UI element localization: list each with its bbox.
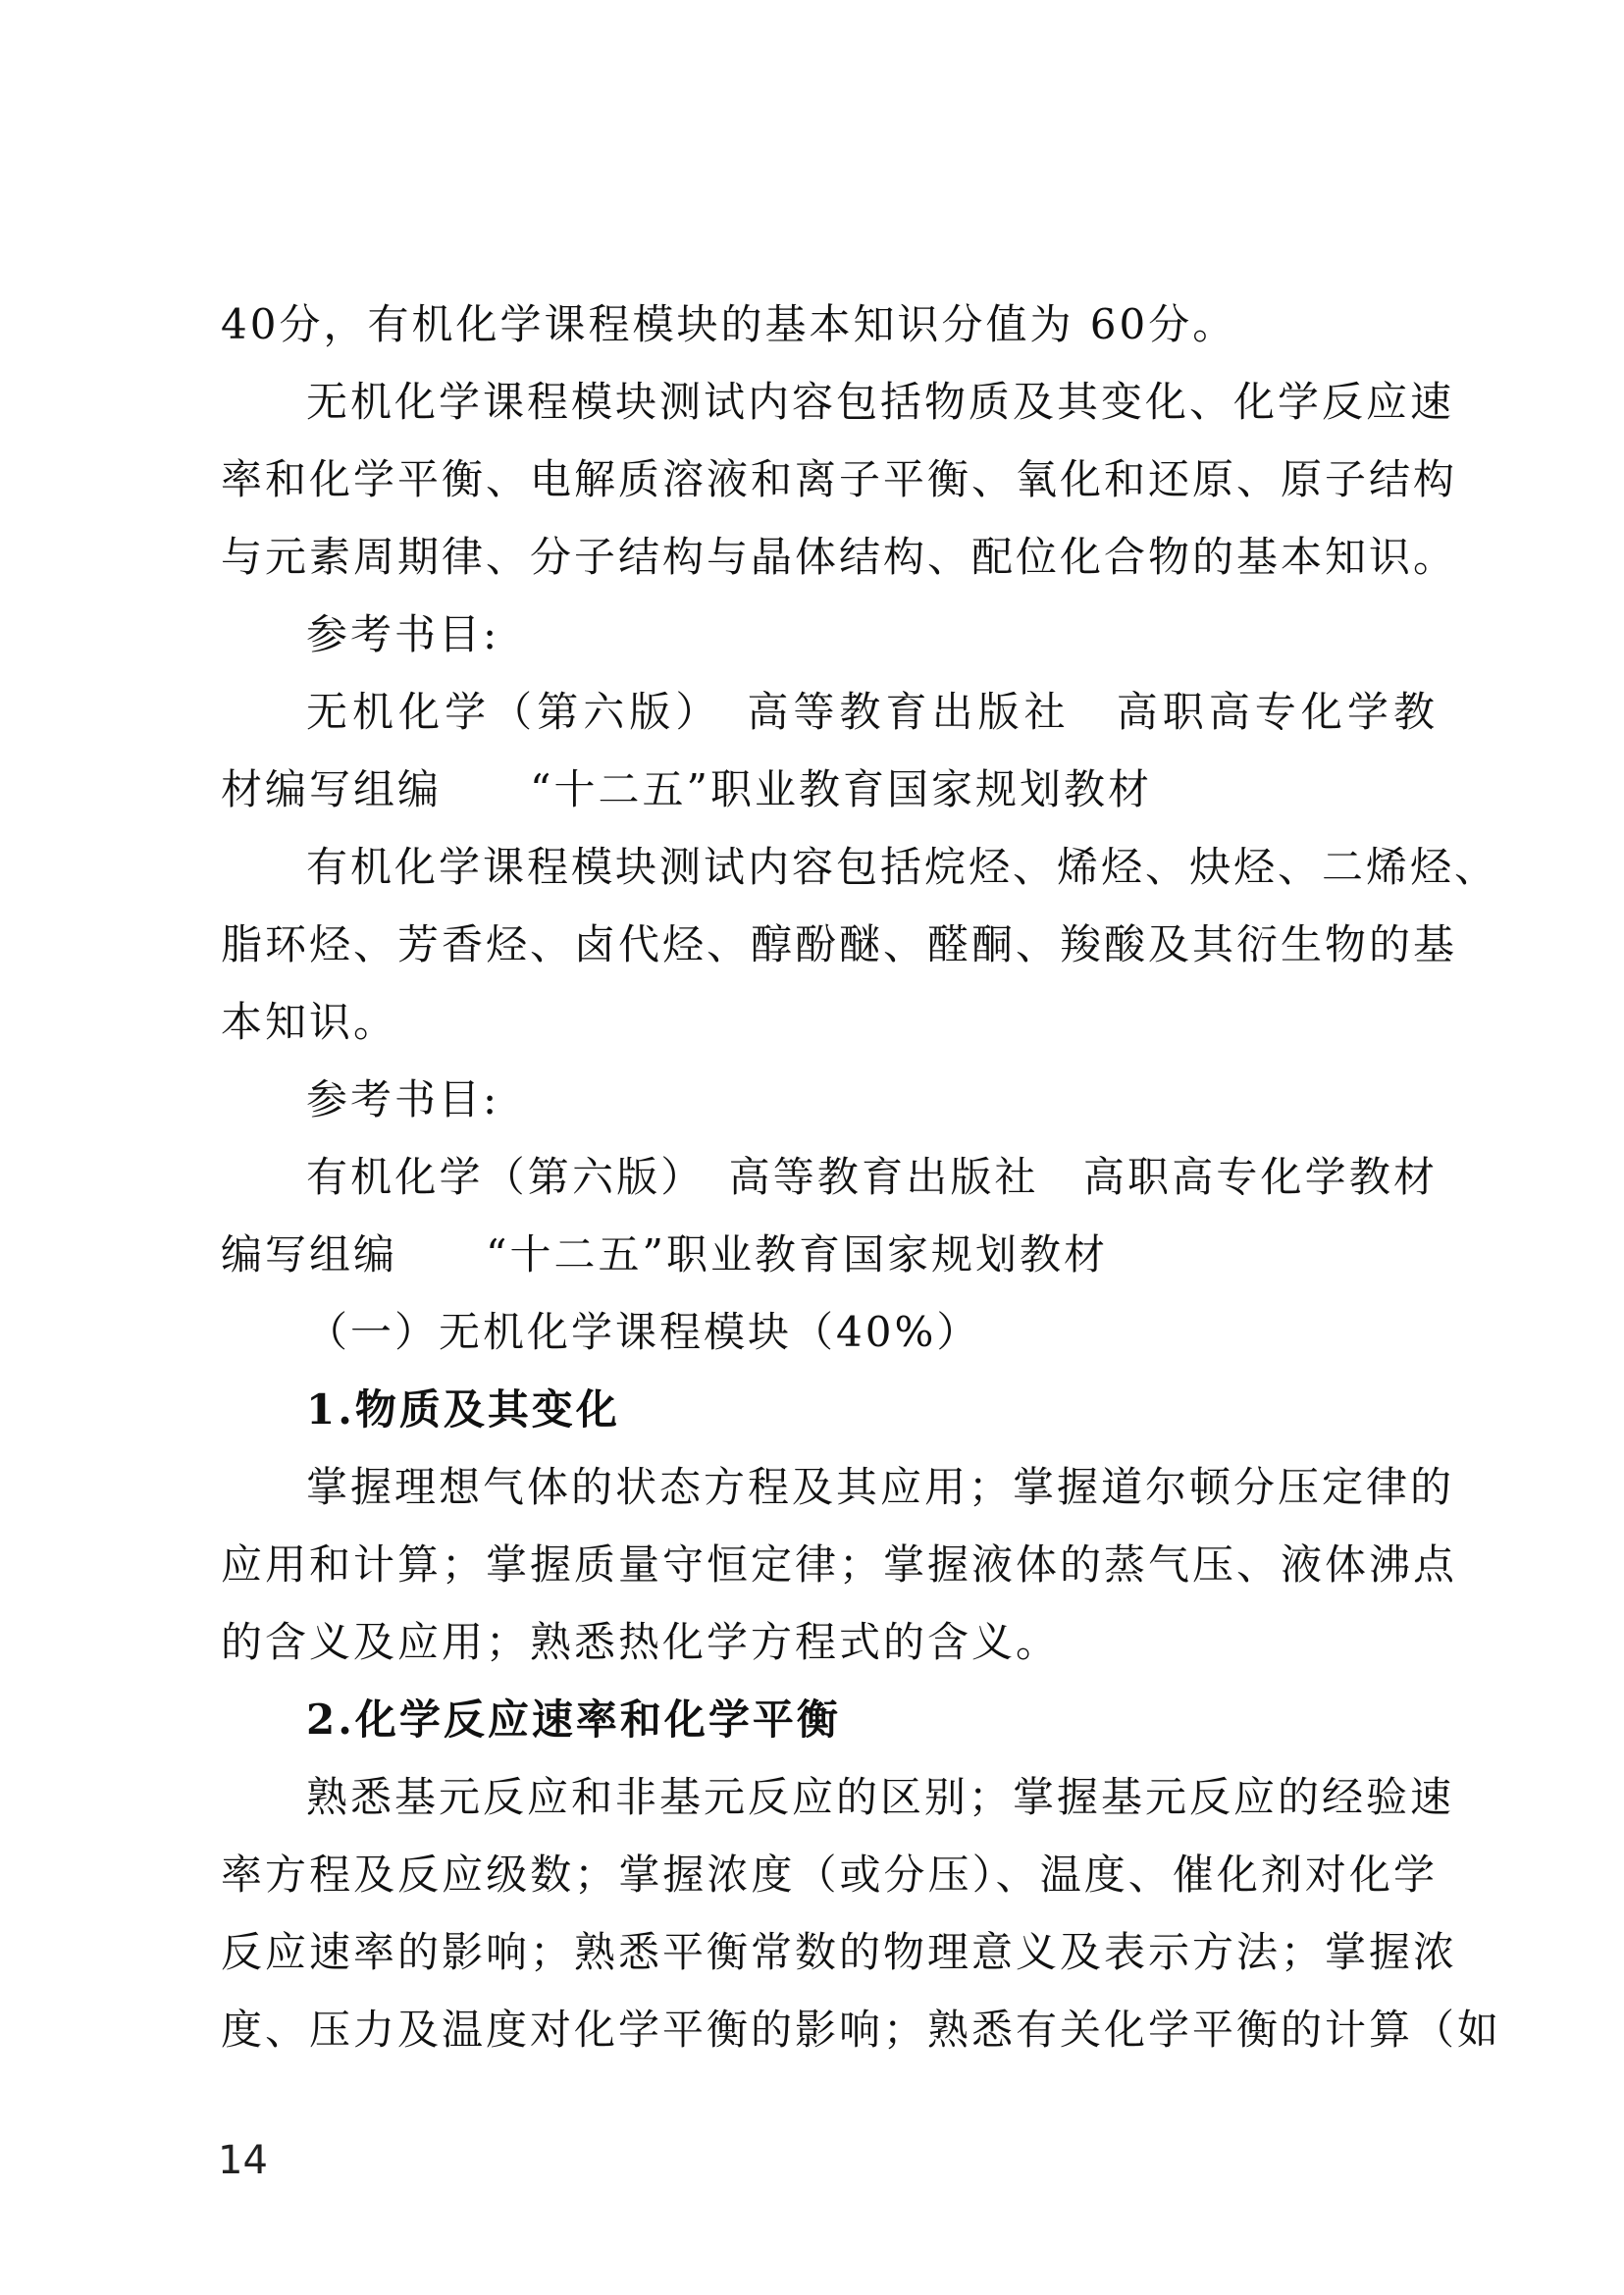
subsection-heading: 2.化学反应速率和化学平衡 <box>306 1695 841 1744</box>
text-line: 编写组编 “十二五”职业教育国家规划教材 <box>221 1230 1108 1278</box>
text-line: 40分，有机化学课程模块的基本知识分值为 60分。 <box>221 300 1237 348</box>
text-line: 材编写组编 “十二五”职业教育国家规划教材 <box>221 765 1152 813</box>
text-line: 掌握理想气体的状态方程及其应用；掌握道尔顿分压定律的 <box>306 1463 1455 1511</box>
text-line: 本知识。 <box>221 998 398 1046</box>
page-number: 14 <box>218 2138 268 2183</box>
text-line: 的含义及应用；熟悉热化学方程式的含义。 <box>221 1618 1061 1666</box>
subsection-heading: 1.物质及其变化 <box>306 1385 620 1434</box>
text-line: 应用和计算；掌握质量守恒定律；掌握液体的蒸气压、液体沸点 <box>221 1540 1458 1589</box>
text-line: 率方程及反应级数；掌握浓度（或分压）、温度、催化剂对化学 <box>221 1851 1438 1899</box>
text-line: 无机化学课程模块测试内容包括物质及其变化、化学反应速 <box>306 378 1455 426</box>
text-line: 有机化学（第六版） 高等教育出版社 高职高专化学教材 <box>306 1153 1438 1201</box>
text-line: 无机化学（第六版） 高等教育出版社 高职高专化学教 <box>306 688 1438 736</box>
text-line: 脂环烃、芳香烃、卤代烃、醇酚醚、醛酮、羧酸及其衍生物的基 <box>221 920 1458 968</box>
text-line: 有机化学课程模块测试内容包括烷烃、烯烃、炔烃、二烯烃、 <box>306 843 1499 891</box>
text-line: 率和化学平衡、电解质溶液和离子平衡、氧化和还原、原子结构 <box>221 455 1458 503</box>
section-heading: （一）无机化学课程模块（40%） <box>306 1308 981 1356</box>
text-line: 参考书目: <box>306 1075 500 1123</box>
text-line: 参考书目: <box>306 610 500 658</box>
text-line: 度、压力及温度对化学平衡的影响；熟悉有关化学平衡的计算（如 <box>221 2006 1502 2054</box>
text-line: 反应速率的影响；熟悉平衡常数的物理意义及表示方法；掌握浓 <box>221 1928 1458 1976</box>
text-line: 熟悉基元反应和非基元反应的区别；掌握基元反应的经验速 <box>306 1773 1455 1821</box>
text-line: 与元素周期律、分子结构与晶体结构、配位化合物的基本知识。 <box>221 533 1458 581</box>
